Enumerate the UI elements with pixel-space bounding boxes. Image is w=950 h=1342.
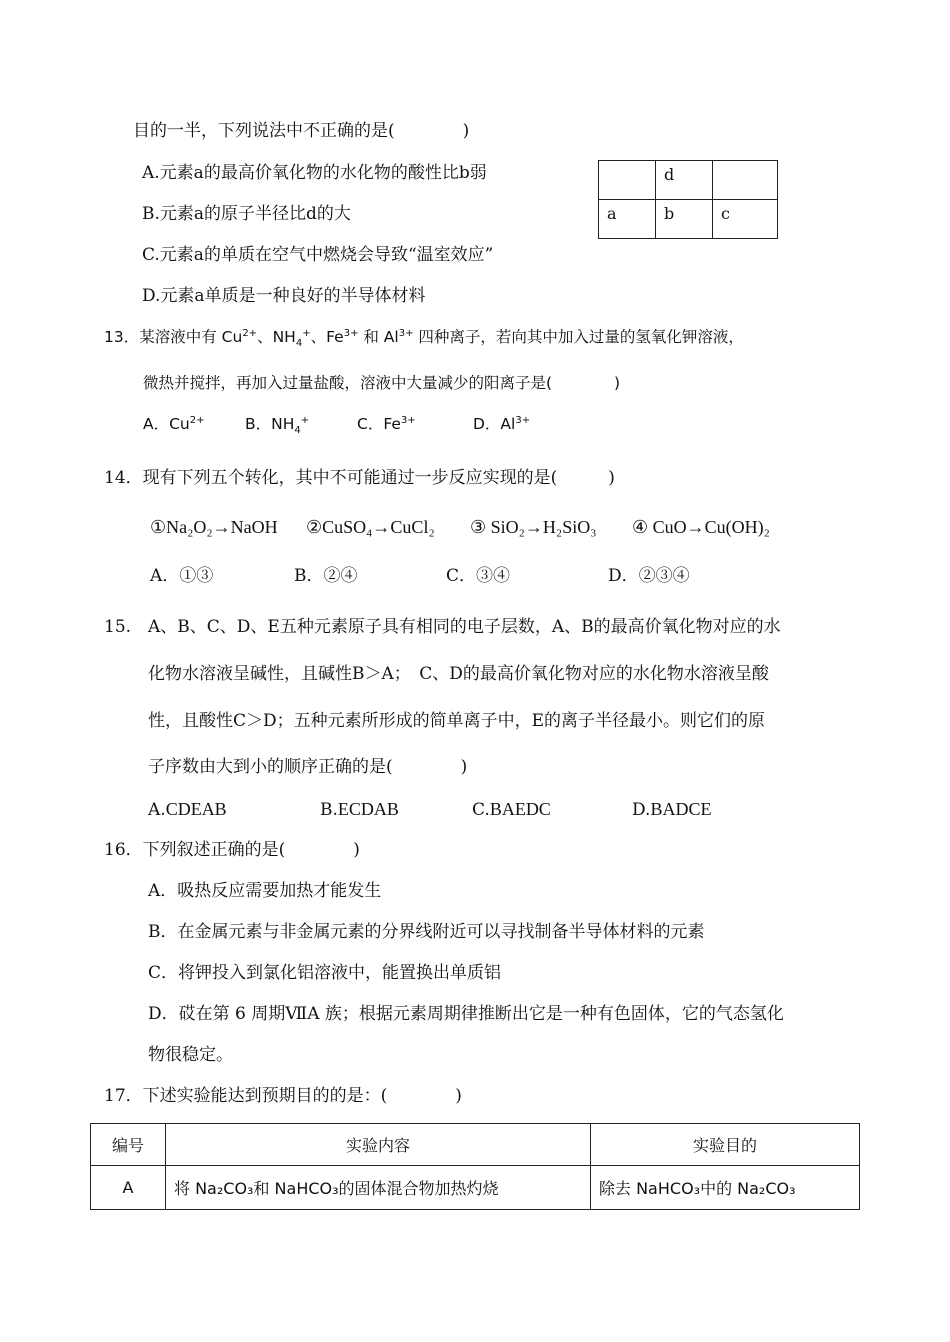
- q12-option-a: A.元素a的最高价氧化物的水化物的酸性比b弱: [142, 163, 487, 183]
- q13-option-text: B．NH: [245, 415, 295, 433]
- q13-option-text: D．Al: [473, 415, 516, 433]
- q13-number: 13．: [104, 328, 140, 346]
- q13-charge: 3+: [515, 414, 531, 426]
- table-cell-id: A: [91, 1166, 166, 1210]
- q13-charge: 2+: [189, 414, 205, 426]
- q13-text: 某溶液中有 Cu: [139, 328, 243, 346]
- q13-option-text: A．Cu: [143, 415, 190, 433]
- table-header-id: 编号: [91, 1124, 166, 1166]
- q15-option-d: [632, 798, 711, 821]
- q13-charge: 3+: [343, 327, 359, 339]
- q13-text: 、Fe: [310, 328, 344, 346]
- q13-text: 和 Al: [358, 328, 399, 346]
- q15-option-letter: C.: [472, 800, 490, 820]
- q13-charge: +: [300, 414, 310, 426]
- q15-option-text: BAEDC: [489, 799, 551, 819]
- q15-option-letter: B.: [320, 800, 338, 820]
- grid-cell: a: [599, 200, 656, 239]
- q16-option-a: A．吸热反应需要加热才能发生: [148, 881, 382, 901]
- q15-option-a: [148, 798, 227, 821]
- q13-charge: +: [302, 327, 311, 339]
- q13-text: 、NH: [257, 328, 296, 346]
- q15-number: 15.: [104, 617, 132, 637]
- q14-option-c: C．③④: [446, 566, 511, 586]
- q16-option-d: D．砹在第 6 周期ⅦA 族；根据元素周期律推断出它是一种有色固体，它的气态氢化: [148, 1004, 784, 1024]
- q13-subscript: 4: [295, 338, 303, 350]
- q12-periodic-grid: [598, 160, 778, 239]
- q14-option-b: B．②④: [294, 566, 358, 586]
- grid-cell: [599, 161, 656, 200]
- q13-charge: 3+: [400, 414, 416, 426]
- table-cell-content: 将 Na₂CO₃和 NaHCO₃的固体混合物加热灼烧: [166, 1166, 591, 1210]
- grid-cell: [713, 161, 778, 200]
- q13-option-text: C．Fe: [357, 415, 401, 433]
- q15-stem-line: A、B、C、D、E五种元素原子具有相同的电子层数，A、B的最高价氧化物对应的水: [148, 617, 781, 637]
- q16-option-c: C．将钾投入到氯化铝溶液中，能置换出单质铝: [148, 963, 502, 983]
- q12-option-b: B.元素a的原子半径比d的大: [142, 204, 351, 224]
- q15-option-c: [472, 798, 551, 821]
- q13-options: [143, 413, 530, 435]
- q15-stem-line: 化物水溶液呈碱性，且碱性B＞A； C、D的最高价氧化物对应的水化物水溶液呈酸: [148, 664, 769, 684]
- q15-option-letter: D.: [632, 800, 651, 820]
- q14-stem: 14．现有下列五个转化，其中不可能通过一步反应实现的是( ): [104, 468, 615, 488]
- q13-option-d: [473, 413, 530, 435]
- q16-stem: 16．下列叙述正确的是( ): [104, 840, 360, 860]
- q16-option-d-cont: 物很稳定。: [148, 1045, 233, 1065]
- q13-option-b: [245, 413, 357, 435]
- q16-option-b: B．在金属元素与非金属元素的分界线附近可以寻找制备半导体材料的元素: [148, 922, 705, 942]
- q15-option-b: [320, 798, 399, 821]
- q17-experiment-table: [90, 1123, 860, 1210]
- q15-option-text: BADCE: [650, 799, 712, 819]
- q14-reaction-2: ②CuSO₄→CuCl₂: [306, 517, 435, 537]
- q13-stem-line2: 微热并搅拌，再加入过量盐酸，溶液中大量减少的阳离子是( ): [143, 374, 621, 392]
- q14-reaction-3: ③ SiO₂→H₂SiO₃: [470, 517, 597, 537]
- grid-cell: b: [656, 200, 713, 239]
- table-cell-goal: 除去 NaHCO₃中的 Na₂CO₃: [591, 1166, 860, 1210]
- q17-stem: 17．下述实验能达到预期目的的是：( ): [104, 1086, 462, 1106]
- q15-option-text: ECDAB: [337, 799, 399, 819]
- q15-stem-line: 子序数由大到小的顺序正确的是( ): [148, 757, 468, 777]
- q15-option-text: CDEAB: [165, 799, 227, 819]
- table-header-content: 实验内容: [166, 1124, 591, 1166]
- q13-option-a: [143, 413, 245, 435]
- q14-option-a: A．①③: [150, 566, 214, 586]
- q13-charge: 3+: [398, 327, 414, 339]
- q15-option-letter: A.: [148, 800, 166, 820]
- q13-charge: 2+: [242, 327, 258, 339]
- q12-option-c: C.元素a的单质在空气中燃烧会导致“温室效应”: [142, 245, 494, 265]
- q13-stem-line1: [104, 326, 744, 348]
- grid-cell: d: [656, 161, 713, 200]
- q14-reaction-1: ①Na₂O₂→NaOH: [150, 517, 278, 537]
- q14-option-d: D．②③④: [608, 566, 690, 586]
- q13-text: 四种离子，若向其中加入过量的氢氧化钾溶液，: [413, 328, 744, 346]
- grid-cell: c: [713, 200, 778, 239]
- q14-reaction-4: ④ CuO→Cu(OH)₂: [632, 517, 770, 537]
- q13-subscript: 4: [294, 425, 301, 437]
- table-header-goal: 实验目的: [591, 1124, 860, 1166]
- q12-option-d: D.元素a单质是一种良好的半导体材料: [142, 286, 426, 306]
- q15-stem-line: 性，且酸性C＞D；五种元素所形成的简单离子中，E的离子半径最小。则它们的原: [148, 711, 766, 731]
- q13-option-c: [357, 413, 473, 435]
- q12-stem-continued: 目的一半，下列说法中不正确的是( ): [133, 121, 470, 141]
